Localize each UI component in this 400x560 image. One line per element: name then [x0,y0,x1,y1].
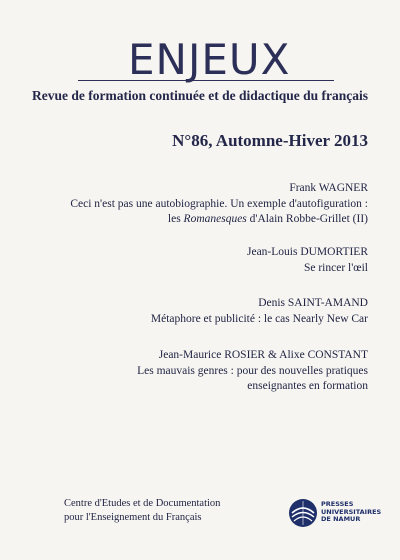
publisher-logo [287,497,382,533]
article-title-line: enseignantes en formation [247,380,368,392]
center-line: pour l'Enseignement du Français [64,512,202,523]
center-line: Centre d'Etudes et de Documentation [64,498,221,509]
publisher-center-name [64,497,220,525]
article-title-line [70,212,368,227]
issue-number: N°86, Automne-Hiver 2013 [172,131,368,150]
article-author: Jean-Louis DUMORTIER [246,246,368,258]
article-title-italic: Romanesques [183,213,247,225]
globe-logo-icon [287,497,319,529]
publisher-line: DE NAMUR [321,515,361,523]
publisher-line: PRESSES [321,500,354,508]
article-title-line: Métaphore et publicité : le cas Nearly New Car [150,313,368,325]
article-title-line: Ceci n'est pas une autobiographie. Un exemple d'autofiguration : [70,198,368,210]
article-entry [137,348,368,394]
publisher-line: UNIVERSITAIRES [321,507,382,516]
article-title-line: Les mauvais genres : pour des nouvelles pratiques [137,365,368,377]
article-title-line: Se rincer l'œil [303,262,368,274]
article-author: Denis SAINT-AMAND [258,297,368,309]
journal-subtitle: Revue de formation continuée et de didactique du français [32,88,368,103]
article-title-suffix: d'Alain Robbe-Grillet (II) [246,213,368,225]
article-entry [151,296,368,327]
publisher-name [321,501,381,524]
article-title-prefix: les [167,213,184,225]
journal-title: ENJEUX [128,35,291,84]
article-author: Frank WAGNER [289,182,368,194]
article-entry [70,181,368,227]
article-entry [247,245,368,276]
article-author: Jean-Maurice ROSIER & Alixe CONSTANT [158,349,368,361]
